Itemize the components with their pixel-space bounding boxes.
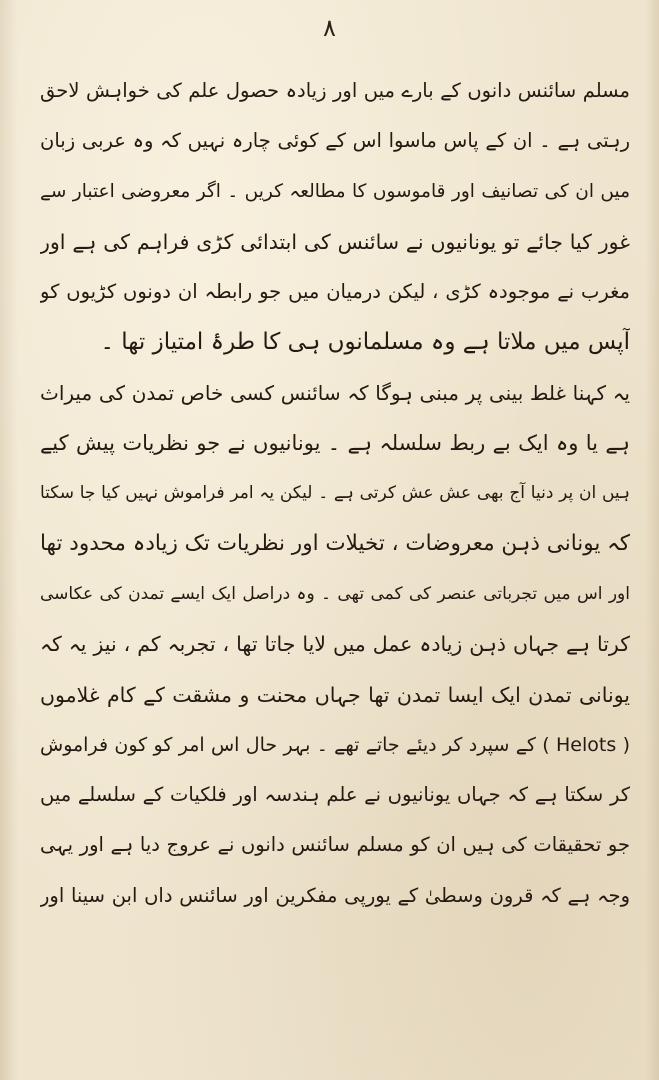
text-line: مغرب نے موجودہ کڑی ، لیکن درمیان میں جو رابطہ ان دونوں کڑیوں کو [40, 280, 630, 304]
text-line: آپس میں ملاتا ہے وہ مسلمانوں ہی کا طرۂ امتیاز تھا ۔ [100, 329, 630, 356]
text-line: یہ کہنا غلط بینی پر مبنی ہوگا کہ سائنس کسی خاص تمدن کی میراث [40, 380, 630, 405]
text-line: یونانی تمدن ایک ایسا تمدن تھا جہاں محنت و مشقت کے کام غلاموں [40, 682, 630, 707]
page-number: ۸ [323, 14, 336, 42]
text-line: اور اس میں تجرباتی عنصر کی کمی تھی ۔ وہ دراصل ایک ایسے تمدن کی عکاسی [40, 583, 630, 604]
text-line: رہتی ہے ۔ ان کے پاس ماسوا اس کے کوئی چارہ نہیں کہ وہ عربی زبان [40, 129, 630, 153]
text-line: ( Helots ) کے سپرد کر دیئے جاتے تھے ۔ بہر حال اس امر کو کون فراموش [40, 733, 630, 756]
text-line: جو تحقیقات کی ہیں ان کو مسلم سائنس دانوں نے عروج دیا ہے اور یہی [40, 833, 630, 857]
text-line: ہیں ان پر دنیا آج بھی عش عش کرتی ہے ۔ لیکن یہ امر فراموش نہیں کیا جا سکتا [40, 483, 630, 504]
text-line: میں ان کی تصانیف اور قاموسوں کا مطالعہ کریں ۔ اگر معروضی اعتبار سے [40, 180, 630, 202]
text-line: مسلم سائنس دانوں کے بارے میں اور زیادہ حصول علم کی خواہش لاحق [40, 79, 630, 102]
text-line: ہے یا وہ ایک بے ربط سلسلہ ہے ۔ یونانیوں نے جو نظریات پیش کیے [40, 431, 630, 456]
text-line: غور کیا جائے تو یونانیوں نے سائنس کی ابتدائی کڑی فراہم کی ہے اور [40, 229, 630, 254]
text-line: کہ یونانی ذہن معروضات ، تخیلات اور نظریات تک زیادہ محدود تھا [40, 530, 630, 556]
text-line: وجہ ہے کہ قرون وسطیٰ کے یورپی مفکرین اور سائنس داں ابن سینا اور [40, 883, 630, 907]
urdu-text-body [40, 66, 630, 921]
text-line: کرتا ہے جہاں ذہن زیادہ عمل میں لایا جاتا تھا ، تجربہ کم ، نیز یہ کہ [40, 632, 630, 657]
text-line: کر سکتا ہے کہ جہاں یونانیوں نے علم ہندسہ اور فلکیات کے سلسلے میں [40, 783, 630, 807]
